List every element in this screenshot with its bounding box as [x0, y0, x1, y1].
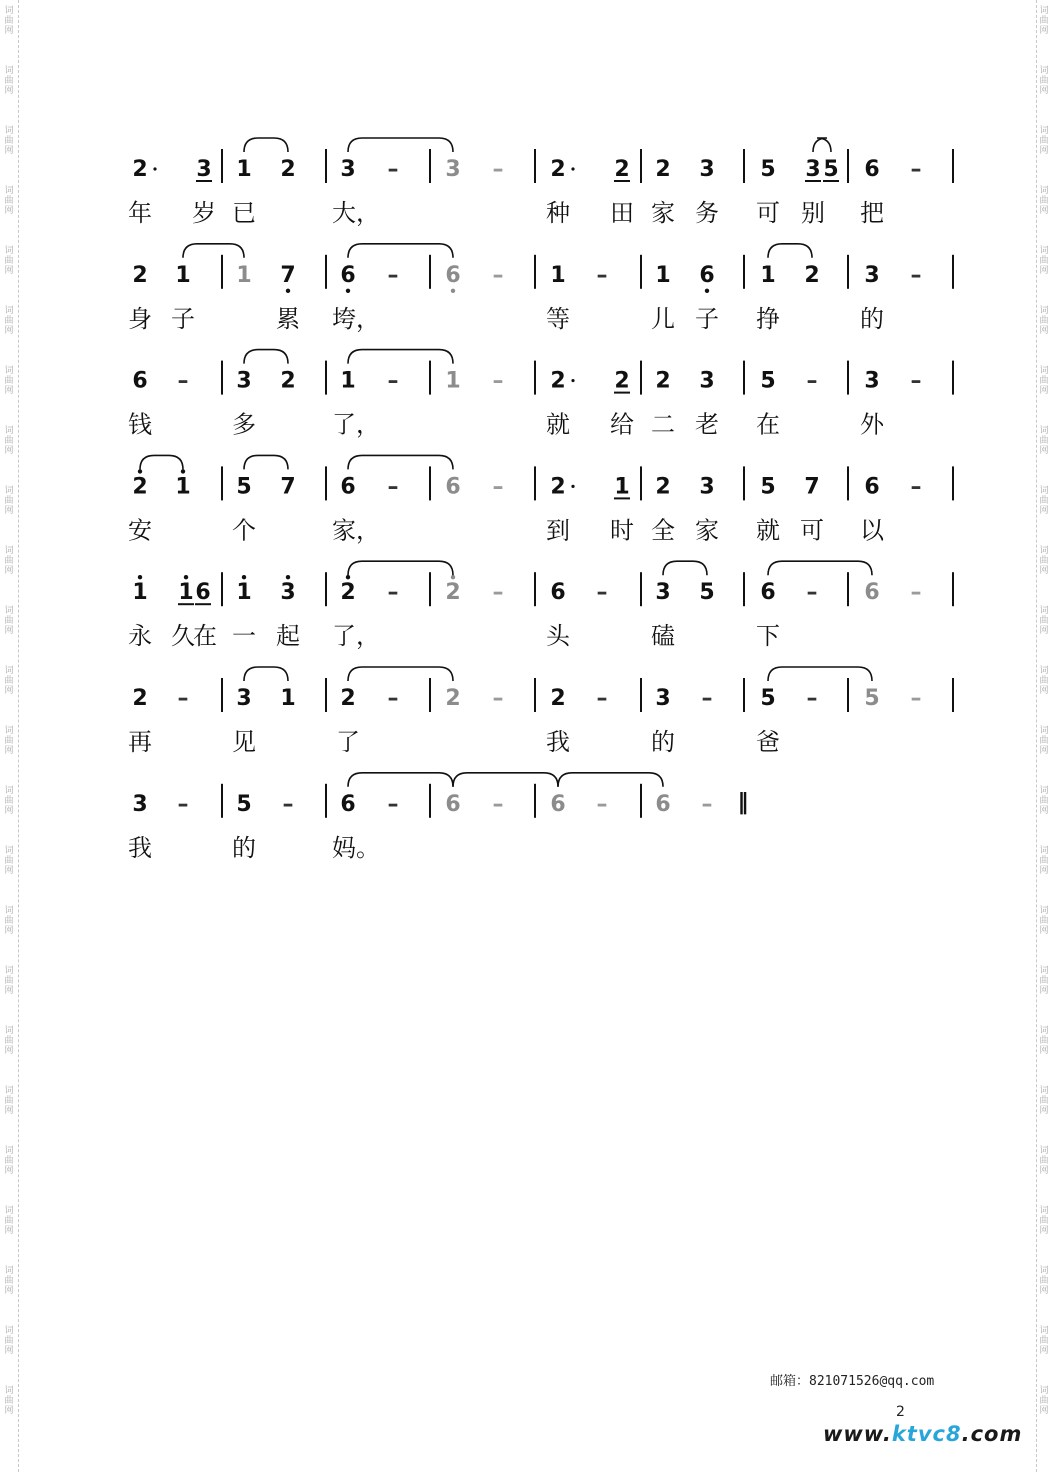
page-number: 2 [896, 1404, 905, 1420]
augmentation-dot [571, 167, 574, 170]
note-1: 1 [340, 368, 356, 394]
note-5: 5 [760, 474, 776, 500]
watermark-text: 词 曲 网 [1039, 1206, 1049, 1236]
augmentation-dot [571, 379, 574, 382]
note-extension-dash: – [492, 686, 504, 711]
note-1: 1 [760, 262, 776, 288]
slur [348, 455, 453, 469]
note-extension-dash: – [596, 580, 608, 606]
note-extension-dash: – [492, 368, 504, 394]
note-extension-dash: – [910, 157, 922, 182]
note-2: 2 [804, 262, 820, 288]
lyric-char: 累 [276, 304, 300, 333]
note-extension-dash: – [387, 686, 399, 711]
note-6: 6 [340, 474, 356, 500]
note-5: 5 [760, 686, 776, 711]
note-extension-dash: – [387, 368, 399, 394]
note-3: 3 [280, 580, 296, 606]
note-1: 1 [280, 686, 296, 711]
lyric-char: 到 [546, 516, 570, 545]
note-6: 6 [340, 791, 356, 817]
lyric-char: 就 [756, 516, 780, 545]
note-extension-dash: – [806, 368, 818, 394]
note-3: 3 [655, 580, 671, 606]
watermark-text: 词 曲 网 [1039, 786, 1049, 816]
watermark-text: 词 曲 网 [4, 426, 14, 456]
note-6: 6 [445, 474, 461, 500]
note-5: 5 [823, 157, 839, 182]
note-3: 3 [655, 686, 671, 711]
note-extension-dash: – [177, 368, 189, 394]
lyric-char: 身 [128, 304, 152, 333]
augmentation-dot [153, 167, 156, 170]
lyric-char: 下 [756, 622, 780, 651]
note-2: 2 [550, 474, 566, 500]
watermark-text: 词 曲 网 [4, 846, 14, 876]
note-6: 6 [864, 580, 880, 606]
note-6: 6 [195, 580, 211, 606]
slur [348, 561, 453, 575]
note-2: 2 [132, 262, 148, 288]
lyric-char: 种 [546, 199, 570, 227]
lyric-char: 在 [756, 410, 780, 439]
lyric-char: 儿 [651, 304, 675, 333]
watermark-text: 词 曲 网 [4, 6, 14, 36]
note-7: 7 [804, 474, 820, 500]
note-6: 6 [550, 791, 566, 817]
watermark-text: 词 曲 网 [1039, 666, 1049, 696]
watermark-text: 词 曲 网 [1039, 1266, 1049, 1296]
note-extension-dash: – [910, 262, 922, 288]
watermark-text: 词 曲 网 [4, 1206, 14, 1236]
watermark-text: 词 曲 网 [4, 966, 14, 996]
high-octave-dot [184, 575, 188, 579]
lyric-char: 见 [232, 728, 256, 756]
note-2: 2 [280, 157, 296, 182]
final-barline: ‖ [737, 789, 749, 815]
lyric-char: 磕 [651, 622, 675, 651]
note-1: 1 [614, 474, 630, 500]
note-1: 1 [655, 262, 671, 288]
note-1: 1 [178, 580, 194, 606]
lyric-char: 子 [695, 304, 719, 333]
note-extension-dash: – [492, 791, 504, 817]
lyric-char: 了， [332, 410, 380, 439]
note-3: 3 [445, 157, 461, 182]
watermark-text: 词 曲 网 [1039, 726, 1049, 756]
note-5: 5 [236, 791, 252, 817]
lyric-char: 已 [232, 199, 256, 227]
note-2: 2 [655, 368, 671, 394]
note-6: 6 [550, 580, 566, 606]
note-5: 5 [236, 474, 252, 500]
note-extension-dash: – [387, 791, 399, 817]
slur [244, 138, 288, 152]
lyric-char: 老 [695, 410, 719, 439]
watermark-text: 词 曲 网 [1039, 486, 1049, 516]
watermark-text: 词 曲 网 [4, 1086, 14, 1116]
lyric-char: 在 [193, 622, 217, 651]
high-octave-dot [138, 469, 142, 473]
watermark-text: 词 曲 网 [4, 786, 14, 816]
slur [140, 455, 183, 469]
note-7: 7 [280, 262, 296, 288]
slur [348, 138, 453, 152]
watermark-text: 词 曲 网 [1039, 1026, 1049, 1056]
watermark-text: 词 曲 网 [1039, 546, 1049, 576]
low-octave-dot [346, 289, 350, 293]
note-2: 2 [550, 686, 566, 711]
low-octave-dot [451, 289, 455, 293]
high-octave-dot [242, 575, 246, 579]
note-3: 3 [340, 157, 356, 182]
watermark-text: 词 曲 网 [4, 1386, 14, 1416]
slur [453, 773, 558, 787]
note-extension-dash: – [387, 262, 399, 288]
watermark-text: 词 曲 网 [1039, 846, 1049, 876]
watermark-text: 词 曲 网 [1039, 1146, 1049, 1176]
note-extension-dash: – [492, 157, 504, 182]
high-octave-dot [286, 575, 290, 579]
note-3: 3 [236, 686, 252, 711]
note-extension-dash: – [177, 686, 189, 711]
slur [348, 244, 453, 258]
lyric-char: 个 [232, 516, 256, 545]
watermark-text: 词 曲 网 [1039, 246, 1049, 276]
note-2: 2 [655, 157, 671, 182]
lyric-char: 了 [336, 728, 360, 756]
note-1: 1 [236, 580, 252, 606]
slur [663, 561, 707, 575]
watermark-text: 词 曲 网 [4, 66, 14, 96]
note-2: 2 [340, 686, 356, 711]
watermark-text: 词 曲 网 [4, 126, 14, 156]
lyric-char: 的 [860, 304, 884, 333]
note-6: 6 [864, 474, 880, 500]
note-3: 3 [699, 474, 715, 500]
note-3: 3 [864, 262, 880, 288]
watermark-text: 词 曲 网 [4, 726, 14, 756]
lyric-char: 田 [610, 199, 634, 227]
note-6: 6 [864, 157, 880, 182]
note-extension-dash: – [492, 580, 504, 606]
note-2: 2 [132, 157, 148, 182]
note-3: 3 [196, 157, 212, 182]
note-extension-dash: – [596, 791, 608, 817]
lyric-char: 以 [860, 516, 884, 545]
watermark-text: 词 曲 网 [4, 606, 14, 636]
note-extension-dash: – [177, 791, 189, 817]
note-extension-dash: – [701, 686, 713, 711]
note-1: 1 [175, 474, 191, 500]
note-2: 2 [614, 368, 630, 394]
note-5: 5 [864, 686, 880, 711]
watermark-text: 词 曲 网 [4, 486, 14, 516]
note-extension-dash: – [910, 474, 922, 500]
watermark-text: 词 曲 网 [1039, 1086, 1049, 1116]
slur [348, 667, 453, 681]
watermark-text: 词 曲 网 [1039, 426, 1049, 456]
note-5: 5 [699, 580, 715, 606]
watermark-text: 词 曲 网 [1039, 606, 1049, 636]
slur [183, 244, 244, 258]
watermark-text: 词 曲 网 [4, 186, 14, 216]
watermark-text: 词 曲 网 [4, 1146, 14, 1176]
note-6: 6 [655, 791, 671, 817]
note-extension-dash: – [387, 580, 399, 606]
lyric-char: 挣 [756, 304, 780, 333]
note-extension-dash: – [387, 157, 399, 182]
watermark-text: 词 曲 网 [1039, 306, 1049, 336]
lyric-char: 起 [276, 622, 300, 651]
lyric-char: 我 [546, 728, 570, 756]
watermark-text: 词 曲 网 [1039, 1386, 1049, 1416]
watermark-text: 词 曲 网 [1039, 966, 1049, 996]
note-extension-dash: – [596, 262, 608, 288]
lyric-char: 多 [232, 410, 256, 439]
note-1: 1 [236, 262, 252, 288]
low-octave-dot [286, 289, 290, 293]
lyric-char: 外 [860, 410, 884, 439]
note-extension-dash: – [596, 686, 608, 711]
high-octave-dot [181, 469, 185, 473]
lyric-char: 年 [128, 199, 152, 227]
note-extension-dash: – [806, 686, 818, 711]
lyric-char: 给 [610, 410, 634, 439]
lyric-char: 垮， [332, 304, 380, 333]
watermark-text: 词 曲 网 [4, 906, 14, 936]
note-6: 6 [760, 580, 776, 606]
note-extension-dash: – [701, 791, 713, 817]
lyric-char: 岁 [192, 199, 216, 227]
note-2: 2 [280, 368, 296, 394]
lyric-char: 家 [695, 516, 719, 545]
note-6: 6 [445, 262, 461, 288]
note-6: 6 [445, 791, 461, 817]
lyric-char: 就 [546, 410, 570, 439]
watermark-text: 词 曲 网 [4, 1266, 14, 1296]
note-1: 1 [445, 368, 461, 394]
note-5: 5 [760, 368, 776, 394]
watermark-text: 词 曲 网 [1039, 366, 1049, 396]
lyric-char: 再 [128, 728, 152, 756]
note-2: 2 [550, 157, 566, 182]
slur [244, 667, 288, 681]
lyric-char: 我 [128, 833, 152, 862]
watermark-text: 词 曲 网 [4, 1026, 14, 1056]
note-extension-dash: – [910, 580, 922, 606]
lyric-char: 子 [171, 304, 195, 333]
note-extension-dash: – [492, 262, 504, 288]
lyric-char: 钱 [128, 410, 152, 439]
lyric-char: 的 [651, 728, 675, 756]
lyric-char: 把 [860, 199, 884, 227]
watermark-text: 词 曲 网 [1039, 66, 1049, 96]
low-octave-dot [705, 289, 709, 293]
lyric-char: 了， [332, 622, 380, 651]
lyric-char: 务 [695, 199, 719, 227]
note-extension-dash: – [910, 368, 922, 394]
note-2: 2 [340, 580, 356, 606]
slur [244, 350, 288, 364]
note-5: 5 [760, 157, 776, 182]
note-3: 3 [864, 368, 880, 394]
slur [244, 455, 288, 469]
note-3: 3 [236, 368, 252, 394]
lyric-char: 大， [332, 199, 380, 227]
lyric-char: 的 [232, 833, 256, 862]
note-3: 3 [132, 791, 148, 817]
note-2: 2 [132, 686, 148, 711]
watermark-text: 词 曲 网 [1039, 126, 1049, 156]
lyric-char: 别 [801, 199, 825, 227]
watermark-text: 词 曲 网 [4, 306, 14, 336]
lyric-char: 安 [128, 516, 152, 545]
note-3: 3 [805, 157, 821, 182]
lyric-char: 久 [171, 622, 195, 651]
note-2: 2 [445, 580, 461, 606]
lyric-char: 二 [651, 410, 675, 439]
note-6: 6 [699, 262, 715, 288]
watermark-text: 词 曲 网 [1039, 1326, 1049, 1356]
high-octave-dot [451, 575, 455, 579]
watermark-text: 词 曲 网 [4, 546, 14, 576]
note-1: 1 [175, 262, 191, 288]
lyric-char: 一 [232, 622, 256, 651]
note-2: 2 [132, 474, 148, 500]
note-2: 2 [655, 474, 671, 500]
lyric-char: 爸 [756, 728, 780, 756]
lyric-char: 永 [128, 622, 152, 651]
lyric-char: 时 [610, 516, 634, 545]
slur [813, 138, 831, 152]
note-extension-dash: – [492, 474, 504, 500]
note-3: 3 [699, 368, 715, 394]
note-1: 1 [550, 262, 566, 288]
high-octave-dot [346, 575, 350, 579]
watermark-text: 词 曲 网 [4, 366, 14, 396]
watermark-text: 词 曲 网 [1039, 186, 1049, 216]
watermark-text: 词 曲 网 [4, 1326, 14, 1356]
watermark-text: 词 曲 网 [1039, 6, 1049, 36]
lyric-char: 可 [756, 199, 780, 227]
lyric-char: 等 [546, 304, 570, 333]
note-6: 6 [132, 368, 148, 394]
note-2: 2 [445, 686, 461, 711]
watermark-text: 词 曲 网 [1039, 906, 1049, 936]
watermark-text: 词 曲 网 [4, 666, 14, 696]
watermark-text: 词 曲 网 [4, 246, 14, 276]
slur [768, 667, 872, 681]
site-logo[interactable]: www.ktvc8.com [823, 1422, 1023, 1446]
lyric-char: 头 [546, 622, 570, 651]
lyric-char: 家 [651, 199, 675, 227]
note-extension-dash: – [806, 580, 818, 606]
slur [768, 244, 812, 258]
augmentation-dot [571, 485, 574, 488]
note-6: 6 [340, 262, 356, 288]
note-2: 2 [614, 157, 630, 182]
note-2: 2 [550, 368, 566, 394]
slur [558, 773, 663, 787]
lyric-char: 家， [332, 516, 380, 545]
slur [348, 350, 453, 364]
note-7: 7 [280, 474, 296, 500]
note-extension-dash: – [282, 791, 294, 817]
note-extension-dash: – [910, 686, 922, 711]
lyric-char: 全 [651, 516, 675, 545]
high-octave-dot [138, 575, 142, 579]
slur [768, 561, 872, 575]
note-1: 1 [236, 157, 252, 182]
slur [348, 773, 453, 787]
email-label: 邮箱：821071526@qq.com [770, 1374, 935, 1389]
note-3: 3 [699, 157, 715, 182]
note-extension-dash: – [387, 474, 399, 500]
note-1: 1 [132, 580, 148, 606]
lyric-char: 可 [800, 516, 824, 545]
lyric-char: 妈。 [332, 833, 380, 862]
